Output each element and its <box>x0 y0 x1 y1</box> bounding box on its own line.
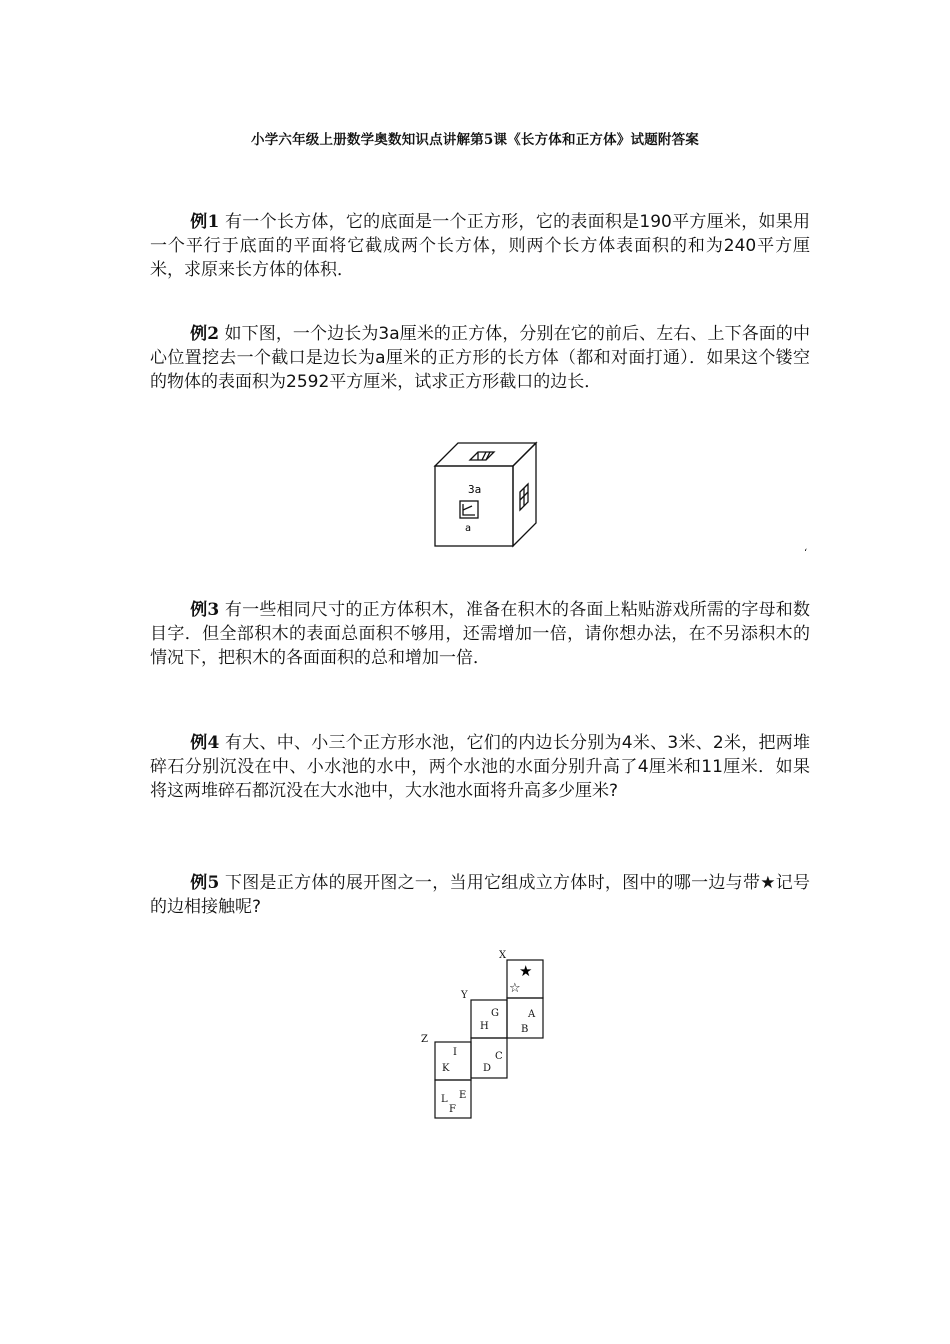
example-2-text: 如下图，一个边长为3a厘米的正方体，分别在它的前后、左右、上下各面的中心位置挖去一个截口是边长为a厘米的正方形的长方体（都和对面打通）．如果这个镂空的物体的表面积为2592平方厘米，试求正方形截口的边长． <box>150 324 810 392</box>
net-letter-h: H <box>480 1021 489 1032</box>
net-letter-c: C <box>495 1051 503 1062</box>
example-4 <box>150 731 810 803</box>
example-3-text: 有一些相同尺寸的正方体积木，准备在积木的各面上粘贴游戏所需的字母和数目字．但全部积木的表面总面积不够用，还需增加一倍，请你想办法，在不另添积木的情况下，把积木的各面面积的总和增加一倍． <box>150 600 810 668</box>
example-4-label: 例4 <box>190 733 220 753</box>
net-letter-e: E <box>459 1090 467 1101</box>
document-title: 小学六年级上册数学奥数知识点讲解第5课《长方体和正方体》试题附答案 <box>251 132 699 148</box>
net-letter-b: B <box>521 1024 529 1035</box>
net-letter-x: X <box>499 950 507 961</box>
cube-net-figure <box>415 945 555 1125</box>
net-letter-f: F <box>449 1104 456 1115</box>
example-2 <box>150 322 810 394</box>
net-letter-d: D <box>483 1063 492 1074</box>
net-letter-l: L <box>441 1094 448 1105</box>
outline-star-icon: ☆ <box>509 981 521 996</box>
example-1-text: 有一个长方体，它的底面是一个正方形，它的表面积是190平方厘米，如果用一个平行于底面的平面将它截成两个长方体，则两个长方体表面积的和为240平方厘米，求原来长方体的体积． <box>150 212 810 280</box>
solid-star-icon: ★ <box>519 962 533 980</box>
net-letter-i: I <box>453 1047 457 1058</box>
example-4-text: 有大、中、小三个正方形水池，它们的内边长分别为4米、3米、2米，把两堆碎石分别沉没在中、小水池的水中，两个水池的水面分别升高了4厘米和11厘米．如果将这两堆碎石都沉没在大水池中，大水池水面将升高多少厘米? <box>150 733 810 801</box>
net-letter-g: G <box>491 1008 499 1019</box>
hole-side-label: a <box>465 523 472 534</box>
net-letter-a: A <box>528 1009 536 1020</box>
net-letter-z: Z <box>421 1034 428 1045</box>
hollow-cube-figure <box>432 440 542 550</box>
example-5-label: 例5 <box>190 873 220 893</box>
cube-side-label: 3a <box>468 483 482 496</box>
example-3 <box>150 598 810 670</box>
stray-mark: ‘ <box>804 548 808 559</box>
net-letter-y: Y <box>461 990 468 1001</box>
example-3-label: 例3 <box>190 600 220 620</box>
net-letter-k: K <box>442 1063 450 1074</box>
example-2-label: 例2 <box>190 324 220 344</box>
example-1 <box>150 210 810 282</box>
example-5 <box>150 871 810 919</box>
example-5-text: 下图是正方体的展开图之一，当用它组成立方体时，图中的哪一边与带★记号的边相接触呢? <box>150 873 810 917</box>
example-1-label: 例1 <box>190 212 220 232</box>
